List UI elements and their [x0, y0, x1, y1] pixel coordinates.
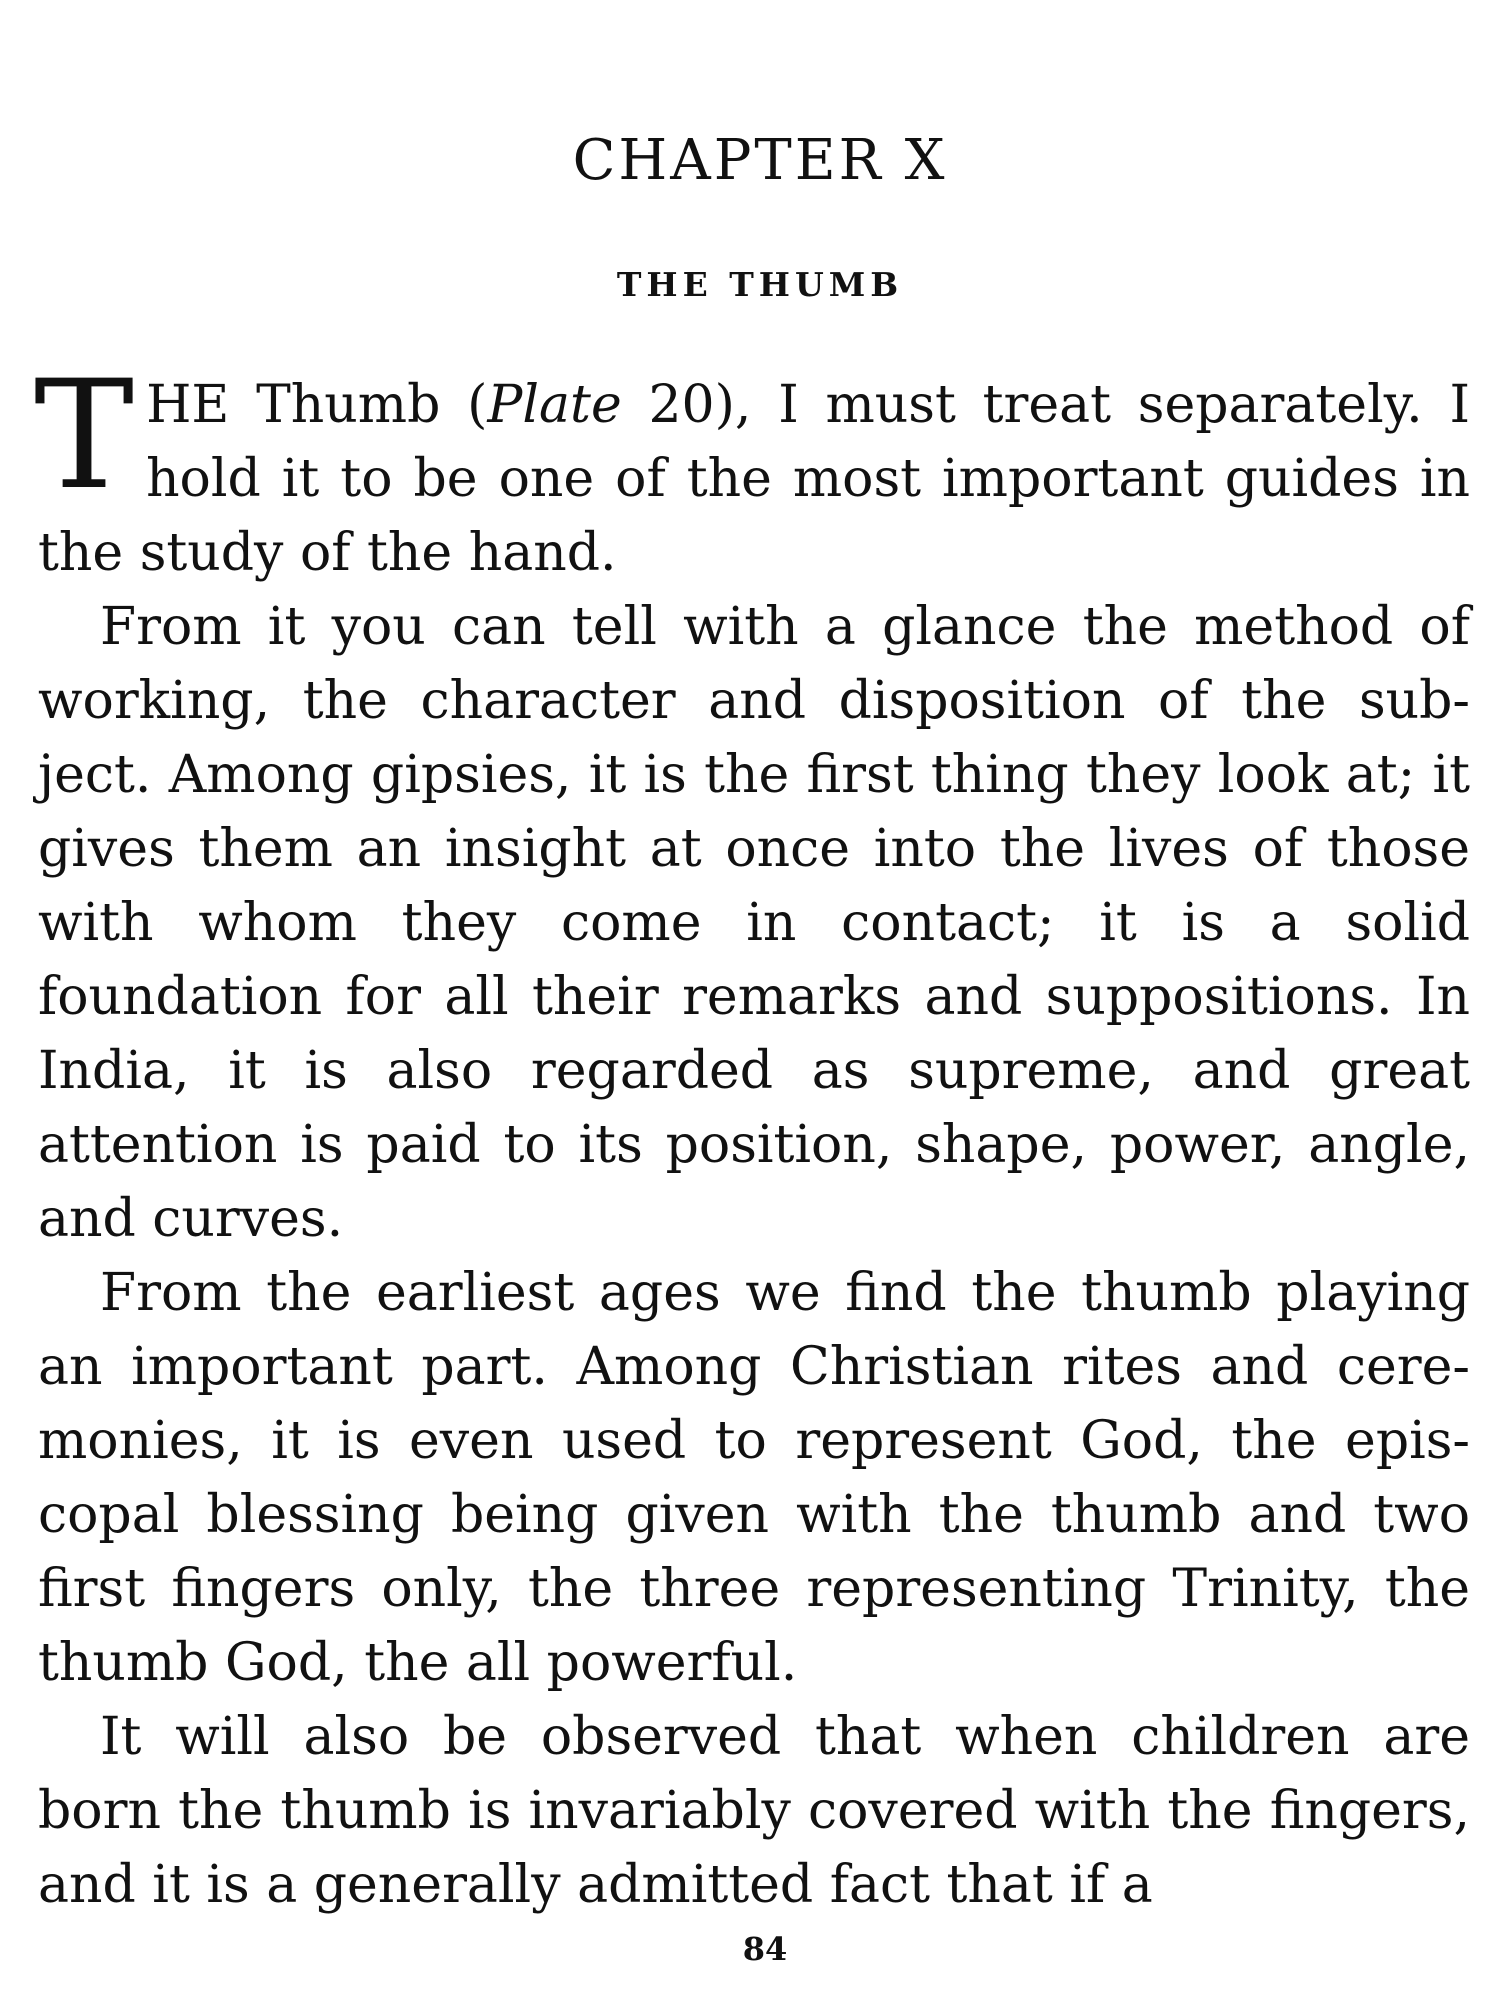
- paragraph-1: [34, 349, 1470, 590]
- paragraph-4: It will also be observed that when children are born the thumb is invariably covered with the fingers, and it is a generally admitted fact that if a: [38, 1707, 1470, 1915]
- body-text: [34, 349, 1470, 1922]
- paragraph-1-text: 20), I must treat separately. I hold it to be one of the most important guides in the study of the hand.: [38, 375, 1470, 583]
- paragraph-3: From the earliest ages we find the thumb playing an important part. Among Christian rites and cere-monies, it is even used to represent God, the epis-copal blessing being given with the thumb and two first fingers only, the three representing Trinity, the thumb God, the all powerful.: [38, 1263, 1470, 1693]
- section-title: THE THUMB: [616, 265, 904, 304]
- chapter-title: CHAPTER X: [572, 128, 948, 193]
- page-number: 84: [742, 1930, 788, 1968]
- paragraph-2: From it you can tell with a glance the method of working, the character and disposition of the sub-ject. Among gipsies, it is the first thing they look at; it gives them an insight at once into the lives of those with whom they come in contact; it is a solid foundation for all their remarks and suppositions. In India, it is also regarded as supreme, and great attention is paid to its position, shape, power, angle, and curves.: [38, 597, 1470, 1249]
- plate-reference: Plate: [487, 375, 622, 435]
- paragraph-1-lead: HE Thumb (: [146, 375, 488, 435]
- drop-cap: T: [34, 349, 135, 523]
